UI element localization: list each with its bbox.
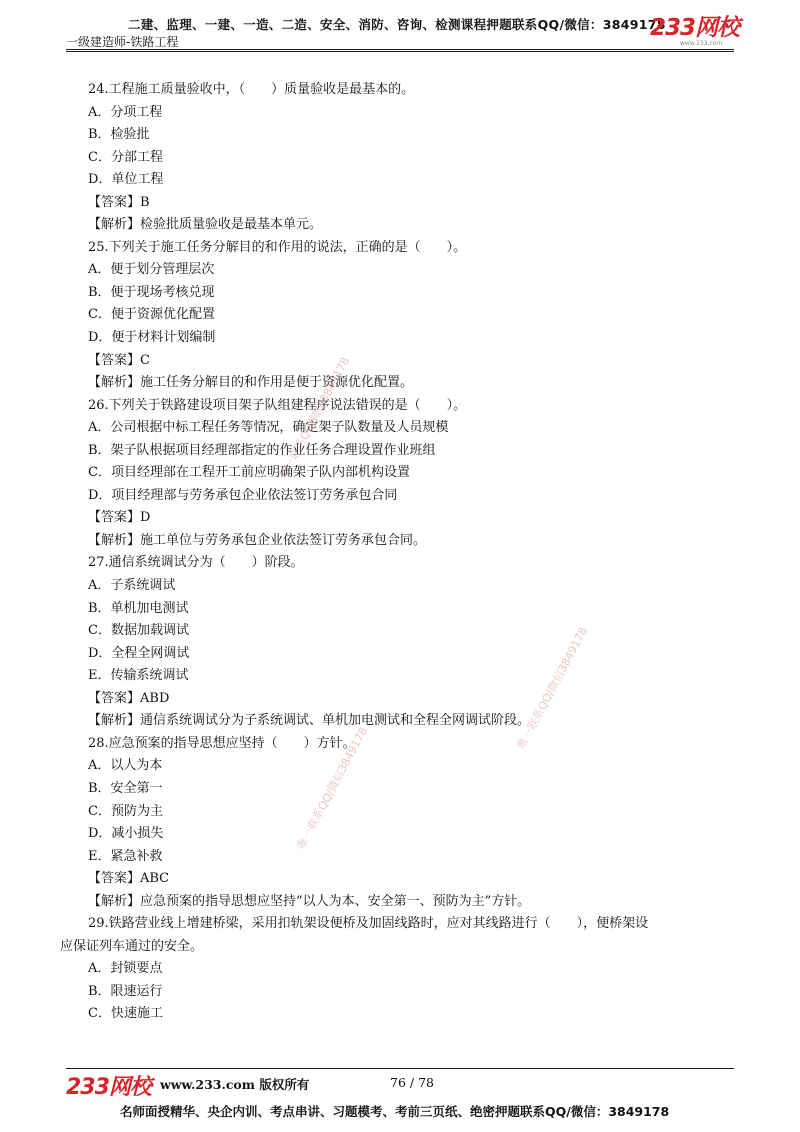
- option: B．便于现场考核兑现: [88, 284, 215, 300]
- header-logo-text: 233网校: [650, 15, 740, 41]
- analysis: 【解析】应急预案的指导思想应坚持“以人为本、安全第一、预防为主”方针。: [88, 893, 531, 909]
- watermark: 唯一联系QQ/微信3849178: [514, 625, 591, 752]
- option: D．全程全网调试: [88, 645, 190, 661]
- footer-promo: 名师面授精华、央企内训、考点串讲、习题模考、考前三页纸、绝密押题联系QQ/微信：3849178: [120, 1104, 670, 1119]
- option: D．项目经理部与劳务承包企业依法签订劳务承包合同: [88, 487, 398, 503]
- option: B．单机加电测试: [88, 600, 189, 616]
- question-27: [88, 552, 738, 732]
- question-stem: 28.应急预案的指导思想应坚持（ ）方针。: [88, 735, 356, 751]
- option: A．公司根据中标工程任务等情况，确定架子队数量及人员规模: [88, 420, 449, 436]
- option: A．分项工程: [88, 104, 163, 120]
- option: C．快速施工: [88, 1006, 163, 1022]
- page-number: 76 / 78: [390, 1075, 434, 1090]
- option: C．项目经理部在工程开工前应明确架子队内部机构设置: [88, 465, 410, 481]
- footer-copyright: www.233.com 版权所有: [160, 1077, 310, 1092]
- watermark: 唯一联系QQ/微信3849178: [276, 355, 353, 482]
- question-29: [60, 913, 738, 1026]
- analysis: 【解析】施工单位与劳务承包企业依法签订劳务承包合同。: [88, 532, 427, 548]
- watermark: 唯一联系QQ/微信3849178: [294, 725, 371, 852]
- question-26: [88, 395, 738, 553]
- option: E．紧急补救: [88, 848, 163, 864]
- question-25: [88, 237, 738, 395]
- header-divider-thin: [66, 51, 734, 52]
- answer: 【答案】C: [88, 352, 150, 368]
- question-24: [88, 79, 738, 237]
- header-logo: [650, 16, 742, 50]
- option: D．便于材料计划编制: [88, 330, 216, 346]
- question-stem: 25.下列关于施工任务分解目的和作用的说法，正确的是（ ）。: [88, 239, 467, 255]
- option: B．安全第一: [88, 780, 163, 796]
- question-28: [88, 733, 738, 913]
- analysis: 【解析】通信系统调试分为子系统调试、单机加电测试和全程全网调试阶段。: [88, 713, 531, 729]
- answer: 【答案】B: [88, 194, 150, 210]
- option: A．子系统调试: [88, 578, 176, 594]
- option: C．分部工程: [88, 149, 163, 165]
- question-stem: 27.通信系统调试分为（ ）阶段。: [88, 555, 304, 571]
- header-divider: [66, 49, 734, 50]
- answer: 【答案】ABC: [88, 871, 170, 887]
- header-promo: 二建、监理、一建、一造、二造、安全、消防、咨询、检测课程押题联系QQ/微信：3849178: [128, 17, 666, 32]
- question-stem: 29.铁路营业线上增建桥梁，采用扣轨架设便桥及加固线路时，应对其线路进行（ ），便桥架设: [88, 916, 649, 932]
- option: C．便于资源优化配置: [88, 307, 215, 323]
- analysis: 【解析】检验批质量验收是最基本单元。: [88, 217, 323, 233]
- option: B．检验批: [88, 127, 150, 143]
- option: B．限速运行: [88, 983, 163, 999]
- header-subtitle: 一级建造师-铁路工程: [66, 35, 179, 49]
- option: E．传输系统调试: [88, 668, 189, 684]
- option: C．预防为主: [88, 803, 163, 819]
- question-stem: 24.工程施工质量验收中，（ ）质量验收是最基本的。: [88, 82, 415, 97]
- answer: 【答案】D: [88, 510, 151, 526]
- footer-logo: 233网校: [66, 1075, 151, 1100]
- option: C．数据加载调试: [88, 623, 189, 639]
- option: A．以人为本: [88, 758, 163, 774]
- analysis: 【解析】施工任务分解目的和作用是便于资源优化配置。: [88, 375, 414, 391]
- answer: 【答案】ABD: [88, 690, 170, 706]
- option: A．封锁要点: [88, 961, 163, 977]
- header-logo-url: www.233.com: [680, 40, 723, 47]
- option: A．便于划分管理层次: [88, 262, 215, 278]
- option: D．单位工程: [88, 172, 164, 188]
- option: B．架子队根据项目经理部指定的作业任务合理设置作业班组: [88, 442, 436, 458]
- question-stem: 26.下列关于铁路建设项目架子队组建程序说法错误的是（ ）。: [88, 397, 467, 413]
- question-content: [60, 79, 738, 1026]
- footer-divider: [66, 1068, 734, 1069]
- question-stem-continued: 应保证列车通过的安全。: [60, 938, 204, 954]
- option: D．减小损失: [88, 826, 164, 842]
